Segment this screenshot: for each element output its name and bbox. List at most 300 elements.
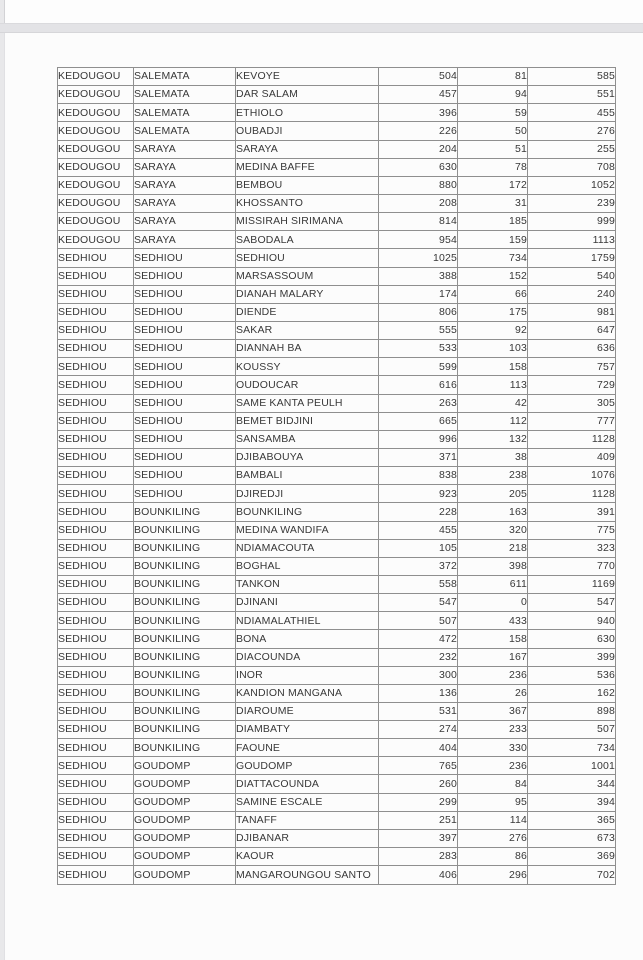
table-cell: TANKON [236, 575, 379, 593]
table-cell: 999 [528, 213, 616, 231]
table-row [58, 86, 616, 104]
table-cell: OUDOUCAR [236, 376, 379, 394]
table-cell: SEDHIOU [58, 684, 134, 702]
table-cell: 775 [528, 521, 616, 539]
table-row [58, 811, 616, 829]
table-cell: 344 [528, 775, 616, 793]
table-cell: BOUNKILING [134, 702, 236, 720]
table-cell: 404 [379, 739, 458, 757]
table-cell: 84 [458, 775, 528, 793]
table-row [58, 285, 616, 303]
table-row [58, 702, 616, 720]
table-cell: BAMBALI [236, 467, 379, 485]
table-row [58, 376, 616, 394]
table-cell: SEDHIOU [134, 430, 236, 448]
table-cell: DIAROUME [236, 702, 379, 720]
table-cell: 996 [379, 430, 458, 448]
table-cell: SEDHIOU [58, 666, 134, 684]
table-cell: 31 [458, 194, 528, 212]
table-cell: BOUNKILING [134, 648, 236, 666]
table-cell: 305 [528, 394, 616, 412]
table-cell: 630 [528, 630, 616, 648]
table-cell: SEDHIOU [58, 848, 134, 866]
table-cell: GOUDOMP [134, 757, 236, 775]
table-cell: 238 [458, 467, 528, 485]
table-cell: BOUNKILING [236, 503, 379, 521]
table-cell: SEDHIOU [58, 467, 134, 485]
table-cell: BEMET BIDJINI [236, 412, 379, 430]
table-cell: KEDOUGOU [58, 213, 134, 231]
table-row [58, 412, 616, 430]
table-cell: 208 [379, 194, 458, 212]
table-cell: 226 [379, 122, 458, 140]
table-cell: SEDHIOU [134, 267, 236, 285]
table-cell: 647 [528, 321, 616, 339]
table-cell: 163 [458, 503, 528, 521]
table-cell: DJINANI [236, 594, 379, 612]
table-row [58, 503, 616, 521]
table-cell: 455 [528, 104, 616, 122]
table-row [58, 829, 616, 847]
table-cell: 555 [379, 321, 458, 339]
table-cell: SEDHIOU [58, 793, 134, 811]
table-row [58, 303, 616, 321]
table-cell: 371 [379, 448, 458, 466]
table-cell: SEDHIOU [134, 394, 236, 412]
table-cell: SEDHIOU [58, 376, 134, 394]
table-cell: SEDHIOU [58, 575, 134, 593]
table-cell: 66 [458, 285, 528, 303]
table-cell: 536 [528, 666, 616, 684]
table-cell: 1128 [528, 430, 616, 448]
table-cell: 228 [379, 503, 458, 521]
table-cell: DIACOUNDA [236, 648, 379, 666]
table-cell: SEDHIOU [58, 358, 134, 376]
table-cell: KEDOUGOU [58, 231, 134, 249]
table-cell: 132 [458, 430, 528, 448]
table-cell: KHOSSANTO [236, 194, 379, 212]
table-cell: SEDHIOU [58, 648, 134, 666]
table-cell: 433 [458, 612, 528, 630]
table-cell: 504 [379, 68, 458, 86]
table-cell: 162 [528, 684, 616, 702]
table-cell: 114 [458, 811, 528, 829]
table-cell: 251 [379, 811, 458, 829]
table-row [58, 485, 616, 503]
table-cell: SEDHIOU [58, 630, 134, 648]
table-cell: 330 [458, 739, 528, 757]
table-cell: SEDHIOU [58, 321, 134, 339]
table-cell: 399 [528, 648, 616, 666]
table-cell: KOUSSY [236, 358, 379, 376]
table-cell: 770 [528, 557, 616, 575]
table-cell: 585 [528, 68, 616, 86]
table-row [58, 394, 616, 412]
table-cell: 757 [528, 358, 616, 376]
table-cell: 232 [379, 648, 458, 666]
table-cell: 239 [528, 194, 616, 212]
table-cell: 1052 [528, 176, 616, 194]
table-cell: BOUNKILING [134, 575, 236, 593]
table-cell: SEDHIOU [58, 739, 134, 757]
table-cell: 372 [379, 557, 458, 575]
table-cell: 158 [458, 358, 528, 376]
table-cell: SEDHIOU [58, 829, 134, 847]
table-row [58, 793, 616, 811]
table-cell: SEDHIOU [58, 811, 134, 829]
table-cell: SEDHIOU [58, 430, 134, 448]
table-cell: 734 [458, 249, 528, 267]
table-cell: 42 [458, 394, 528, 412]
table-cell: 263 [379, 394, 458, 412]
table-cell: BOUNKILING [134, 739, 236, 757]
table-cell: DIATTACOUNDA [236, 775, 379, 793]
table-cell: 507 [379, 612, 458, 630]
table-cell: 81 [458, 68, 528, 86]
data-table [57, 67, 616, 885]
table-cell: BOGHAL [236, 557, 379, 575]
table-cell: 533 [379, 340, 458, 358]
table-cell: 369 [528, 848, 616, 866]
table-cell: SEDHIOU [58, 503, 134, 521]
table-cell: 95 [458, 793, 528, 811]
table-cell: SALEMATA [134, 104, 236, 122]
table-cell: SEDHIOU [58, 485, 134, 503]
table-row [58, 848, 616, 866]
table-cell: SEDHIOU [58, 394, 134, 412]
table-cell: SEDHIOU [58, 612, 134, 630]
table-row [58, 666, 616, 684]
table-cell: SARAYA [134, 231, 236, 249]
table-container [57, 67, 616, 885]
table-cell: 630 [379, 158, 458, 176]
table-cell: 814 [379, 213, 458, 231]
table-cell: 1113 [528, 231, 616, 249]
table-cell: 898 [528, 702, 616, 720]
table-cell: 236 [458, 666, 528, 684]
table-cell: KEDOUGOU [58, 104, 134, 122]
table-cell: 547 [379, 594, 458, 612]
previous-page-fragment [4, 0, 643, 23]
table-row [58, 866, 616, 885]
table-cell: SEDHIOU [58, 340, 134, 358]
table-cell: 398 [458, 557, 528, 575]
table-cell: DAR SALAM [236, 86, 379, 104]
table-cell: KEDOUGOU [58, 122, 134, 140]
table-cell: BOUNKILING [134, 503, 236, 521]
table-cell: DJIBANAR [236, 829, 379, 847]
table-cell: 734 [528, 739, 616, 757]
table-cell: SARAYA [134, 158, 236, 176]
table-row [58, 448, 616, 466]
table-cell: 409 [528, 448, 616, 466]
table-row [58, 249, 616, 267]
table-row [58, 340, 616, 358]
table-cell: 218 [458, 539, 528, 557]
table-cell: 320 [458, 521, 528, 539]
table-cell: 540 [528, 267, 616, 285]
table-cell: 673 [528, 829, 616, 847]
table-row [58, 757, 616, 775]
table-cell: 283 [379, 848, 458, 866]
table-cell: SALEMATA [134, 122, 236, 140]
table-cell: KEDOUGOU [58, 86, 134, 104]
table-cell: NDIAMALATHIEL [236, 612, 379, 630]
table-cell: 94 [458, 86, 528, 104]
table-cell: SAKAR [236, 321, 379, 339]
table-cell: 136 [379, 684, 458, 702]
table-cell: 702 [528, 866, 616, 885]
table-cell: SALEMATA [134, 68, 236, 86]
table-cell: KEDOUGOU [58, 194, 134, 212]
table-cell: SEDHIOU [58, 757, 134, 775]
table-cell: 365 [528, 811, 616, 829]
table-cell: 777 [528, 412, 616, 430]
table-cell: GOUDOMP [134, 775, 236, 793]
table-cell: SEDHIOU [58, 267, 134, 285]
table-cell: SEDHIOU [58, 539, 134, 557]
table-cell: TANAFF [236, 811, 379, 829]
table-cell: 838 [379, 467, 458, 485]
table-cell: KAOUR [236, 848, 379, 866]
table-cell: 113 [458, 376, 528, 394]
table-row [58, 612, 616, 630]
table-cell: SEDHIOU [58, 412, 134, 430]
table-cell: SEDHIOU [58, 303, 134, 321]
table-cell: KANDION MANGANA [236, 684, 379, 702]
table-cell: 507 [528, 721, 616, 739]
table-cell: 78 [458, 158, 528, 176]
table-cell: 174 [379, 285, 458, 303]
table-cell: 391 [528, 503, 616, 521]
table-cell: DJIBABOUYA [236, 448, 379, 466]
table-cell: BOUNKILING [134, 630, 236, 648]
table-cell: DIANNAH BA [236, 340, 379, 358]
table-cell: 397 [379, 829, 458, 847]
table-cell: 665 [379, 412, 458, 430]
table-cell: BOUNKILING [134, 684, 236, 702]
table-cell: SEDHIOU [134, 485, 236, 503]
page-gap-band [0, 23, 643, 33]
table-cell: 1759 [528, 249, 616, 267]
table-cell: DIANAH MALARY [236, 285, 379, 303]
table-row [58, 775, 616, 793]
table-cell: 455 [379, 521, 458, 539]
table-cell: SEDHIOU [236, 249, 379, 267]
table-cell: 276 [458, 829, 528, 847]
table-cell: BOUNKILING [134, 666, 236, 684]
table-cell: 255 [528, 140, 616, 158]
table-cell: SEDHIOU [134, 303, 236, 321]
table-cell: SEDHIOU [58, 702, 134, 720]
table-row [58, 122, 616, 140]
table-cell: 406 [379, 866, 458, 885]
table-row [58, 739, 616, 757]
table-cell: 457 [379, 86, 458, 104]
table-cell: 175 [458, 303, 528, 321]
table-cell: MANGAROUNGOU SANTO [236, 866, 379, 885]
table-cell: 611 [458, 575, 528, 593]
table-row [58, 539, 616, 557]
table-cell: BOUNKILING [134, 521, 236, 539]
table-row [58, 630, 616, 648]
table-row [58, 68, 616, 86]
table-cell: KEDOUGOU [58, 140, 134, 158]
table-row [58, 430, 616, 448]
table-cell: SEDHIOU [58, 721, 134, 739]
table-cell: SALEMATA [134, 86, 236, 104]
table-cell: 558 [379, 575, 458, 593]
table-cell: 103 [458, 340, 528, 358]
table-cell: 276 [528, 122, 616, 140]
table-row [58, 684, 616, 702]
table-cell: 51 [458, 140, 528, 158]
table-cell: 551 [528, 86, 616, 104]
table-row [58, 231, 616, 249]
table-cell: 636 [528, 340, 616, 358]
table-row [58, 721, 616, 739]
table-cell: SARAYA [236, 140, 379, 158]
table-cell: BOUNKILING [134, 539, 236, 557]
table-cell: SEDHIOU [58, 594, 134, 612]
table-cell: ETHIOLO [236, 104, 379, 122]
table-row [58, 140, 616, 158]
table-cell: SARAYA [134, 213, 236, 231]
table-cell: 159 [458, 231, 528, 249]
table-row [58, 176, 616, 194]
table-row [58, 321, 616, 339]
table-cell: SEDHIOU [58, 521, 134, 539]
table-row [58, 557, 616, 575]
table-cell: 274 [379, 721, 458, 739]
table-cell: GOUDOMP [134, 829, 236, 847]
table-cell: SEDHIOU [58, 775, 134, 793]
table-cell: SEDHIOU [134, 249, 236, 267]
table-cell: 1169 [528, 575, 616, 593]
table-cell: 0 [458, 594, 528, 612]
table-cell: 472 [379, 630, 458, 648]
table-cell: 616 [379, 376, 458, 394]
table-cell: SEDHIOU [134, 340, 236, 358]
table-cell: 1076 [528, 467, 616, 485]
table-cell: 158 [458, 630, 528, 648]
table-row [58, 521, 616, 539]
table-cell: MEDINA BAFFE [236, 158, 379, 176]
table-cell: SEDHIOU [134, 321, 236, 339]
table-cell: KEDOUGOU [58, 158, 134, 176]
table-cell: BOUNKILING [134, 612, 236, 630]
table-cell: 204 [379, 140, 458, 158]
table-cell: NDIAMACOUTA [236, 539, 379, 557]
table-row [58, 213, 616, 231]
table-cell: 1001 [528, 757, 616, 775]
table-cell: 323 [528, 539, 616, 557]
table-cell: SEDHIOU [58, 448, 134, 466]
table-cell: SARAYA [134, 140, 236, 158]
table-cell: 940 [528, 612, 616, 630]
table-cell: 981 [528, 303, 616, 321]
table-cell: SEDHIOU [134, 448, 236, 466]
table-cell: INOR [236, 666, 379, 684]
table-cell: 367 [458, 702, 528, 720]
table-cell: 1128 [528, 485, 616, 503]
table-cell: 233 [458, 721, 528, 739]
table-cell: BOUNKILING [134, 557, 236, 575]
table-cell: GOUDOMP [134, 811, 236, 829]
table-cell: KEVOYE [236, 68, 379, 86]
table-cell: 531 [379, 702, 458, 720]
table-cell: 296 [458, 866, 528, 885]
table-cell: SARAYA [134, 194, 236, 212]
table-row [58, 267, 616, 285]
table-cell: 708 [528, 158, 616, 176]
table-cell: 1025 [379, 249, 458, 267]
table-cell: 765 [379, 757, 458, 775]
table-cell: 26 [458, 684, 528, 702]
table-cell: 388 [379, 267, 458, 285]
table-cell: MARSASSOUM [236, 267, 379, 285]
table-cell: SEDHIOU [58, 249, 134, 267]
table-cell: SARAYA [134, 176, 236, 194]
table-cell: SEDHIOU [58, 557, 134, 575]
table-cell: SAMINE ESCALE [236, 793, 379, 811]
table-cell: SAME KANTA PEULH [236, 394, 379, 412]
table-body [58, 68, 616, 885]
table-cell: 105 [379, 539, 458, 557]
table-cell: DIAMBATY [236, 721, 379, 739]
table-cell: 599 [379, 358, 458, 376]
table-cell: 167 [458, 648, 528, 666]
table-cell: SEDHIOU [134, 285, 236, 303]
table-cell: 205 [458, 485, 528, 503]
table-cell: GOUDOMP [134, 793, 236, 811]
table-row [58, 194, 616, 212]
table-row [58, 648, 616, 666]
table-cell: 172 [458, 176, 528, 194]
table-cell: 240 [528, 285, 616, 303]
table-cell: SEDHIOU [134, 467, 236, 485]
table-cell: GOUDOMP [236, 757, 379, 775]
table-cell: DIENDE [236, 303, 379, 321]
table-cell: 185 [458, 213, 528, 231]
table-cell: 396 [379, 104, 458, 122]
table-row [58, 158, 616, 176]
table-cell: MISSIRAH SIRIMANA [236, 213, 379, 231]
table-cell: BOUNKILING [134, 721, 236, 739]
table-cell: 59 [458, 104, 528, 122]
table-cell: 299 [379, 793, 458, 811]
table-cell: OUBADJI [236, 122, 379, 140]
table-cell: KEDOUGOU [58, 68, 134, 86]
table-cell: 112 [458, 412, 528, 430]
table-cell: 954 [379, 231, 458, 249]
table-cell: KEDOUGOU [58, 176, 134, 194]
table-cell: 236 [458, 757, 528, 775]
table-cell: SEDHIOU [134, 412, 236, 430]
table-cell: 92 [458, 321, 528, 339]
table-cell: GOUDOMP [134, 848, 236, 866]
document-page [4, 33, 643, 960]
table-row [58, 594, 616, 612]
table-cell: BOUNKILING [134, 594, 236, 612]
table-cell: SEDHIOU [58, 866, 134, 885]
table-cell: MEDINA WANDIFA [236, 521, 379, 539]
table-cell: 300 [379, 666, 458, 684]
table-cell: GOUDOMP [134, 866, 236, 885]
table-cell: SANSAMBA [236, 430, 379, 448]
table-cell: 394 [528, 793, 616, 811]
table-cell: 923 [379, 485, 458, 503]
